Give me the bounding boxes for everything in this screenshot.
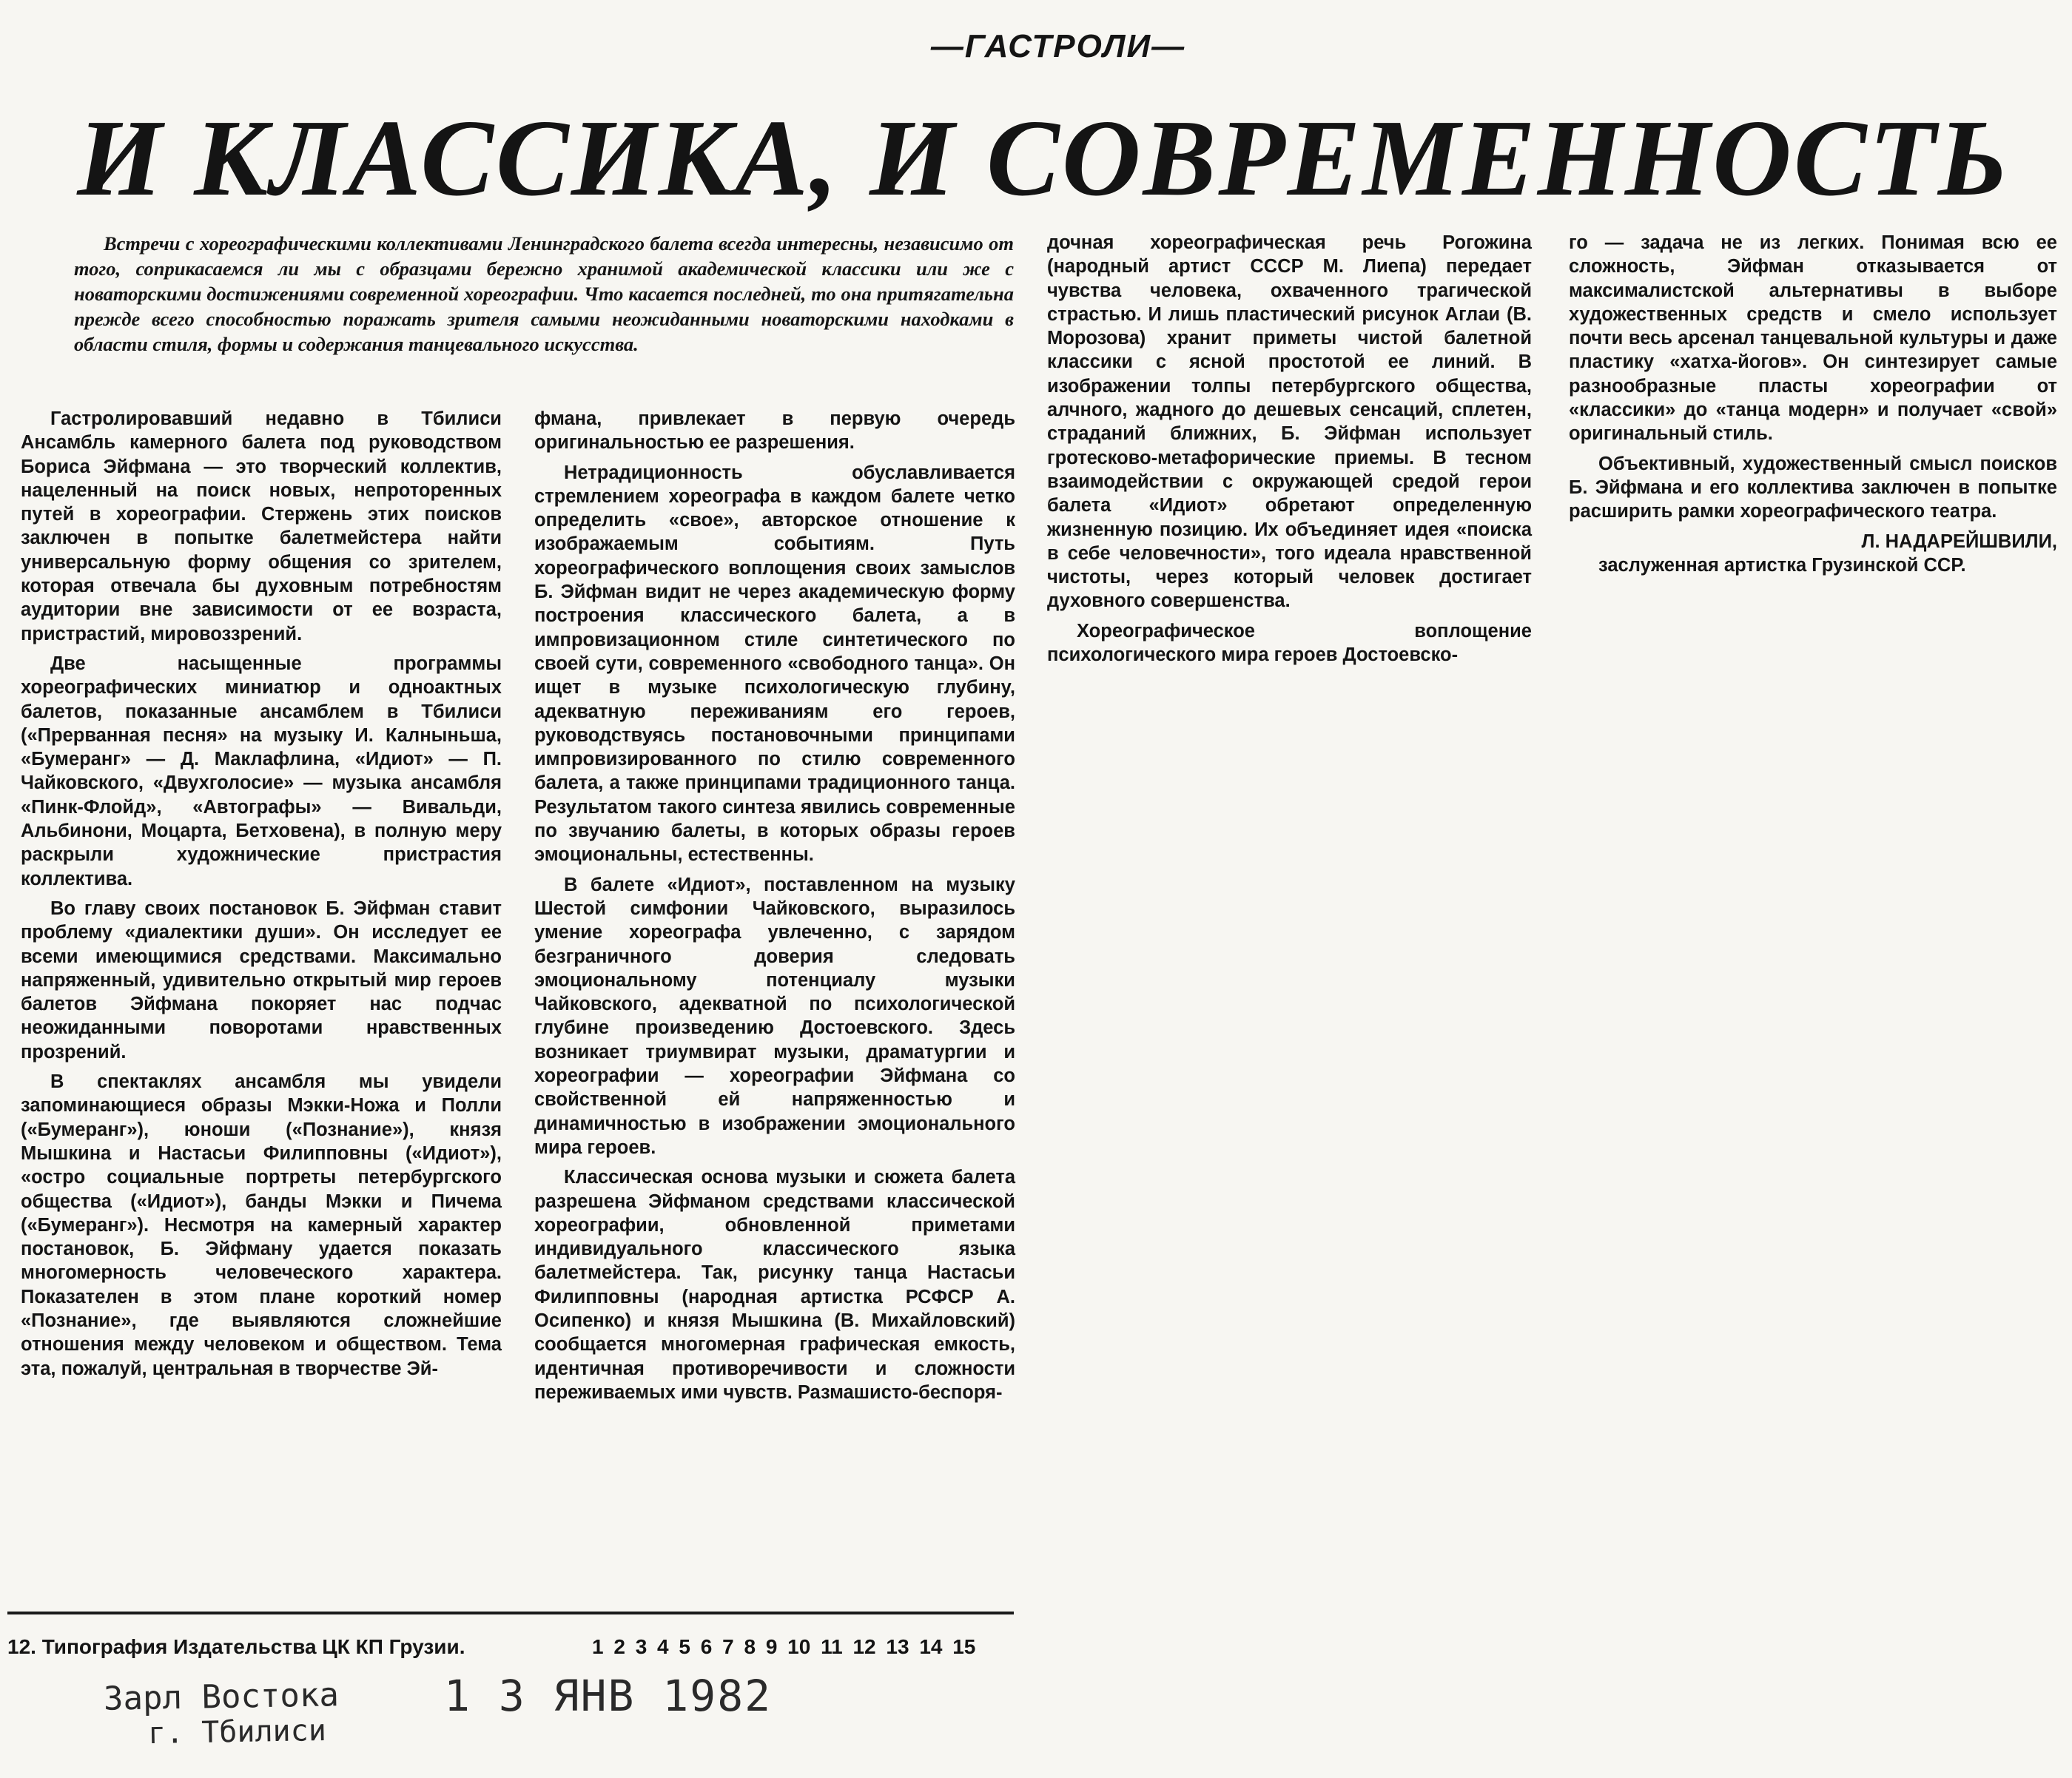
rubric-label: —ГАСТРОЛИ— bbox=[930, 28, 1186, 64]
paragraph: Две насыщенные программы хореографических миниатюр и одноактных балетов, показанные ансамблем в Тбилиси («Прерванная песня» на музыку И. Калныньша, «Бумеранг» — Д. Маклафлина, «Идиот» — П. Чайковского, «Двухголосие» — музыка ансамбля «Пинк-Флойд», «Автографы» — Вивальди, Альбинони, Моцарта, Бетховена), в полную меру раскрыли художнические пристрастия коллектива. bbox=[21, 653, 502, 889]
paragraph: Во главу своих постановок Б. Эйфман ставит проблему «диалектики души». Он исследует ее всеми имеющимися средствами. Максимально напряженный, удивительно открытый мир героев балетов Эйфмана покоряет нас подчас неожиданными поворотами нравственных прозрений. bbox=[21, 898, 502, 1063]
article-lead: Встречи с хореографическими коллективами Ленинградского балета всегда интересны, независимо от того, соприкасаемся ли мы с образцами бережно хранимой академической классики или же с новаторскими достижениями современной хореографии. Что касается последней, то она притягательна прежде всего способностью поражать зрителя самыми неожиданными новаторскими находками в области стиля, формы и содержания танцевального искусства. bbox=[74, 232, 1014, 355]
stamp-city: г. Тбилиси bbox=[147, 1713, 327, 1751]
author-title: заслуженная артистка Грузинской ССР. bbox=[1598, 554, 1966, 576]
paragraph: Гастролировавший недавно в Тбилиси Ансамбль камерного балета под руководством Бориса Эйфмана — это творческий коллектив, нацеленный на поиск новых, непроторенных путей в хореографии. Стержень этих поисков заключен в попытке балетмейстера найти универсальную форму общения со зрителем, которая отвечала бы духовным потребностям аудитории вне зависимости от ее возраста, пристрастий, мировоззрений. bbox=[21, 408, 502, 644]
paragraph: фмана, привлекает в первую очередь оригинальностью ее разрешения. bbox=[534, 408, 1015, 454]
paragraph: В балете «Идиот», поставленном на музыку Шестой симфонии Чайковского, выразилось умение хореографа увлеченно, с зарядом безграничного доверия следовать эмоциональному потенциалу музыки Чайковского, адекватной по психологической глубине произведению Достоевского. Здесь возникает триумвират музыки, драматургии и хореографии — хореографии Эйфмана со свойственной ей напряженностью и динамичностью в изображении эмоционального мира героев. bbox=[534, 874, 1015, 1158]
printer-imprint: 12. Типография Издательства ЦК КП Грузии. bbox=[7, 1635, 465, 1658]
paragraph: В спектаклях ансамбля мы увидели запоминающиеся образы Мэкки-Ножа и Полли («Бумеранг»), юноши («Познание»), князя Мышкина и Настасьи Филипповны («Идиот»), «остро социальные портреты петербургского общества («Идиот»), банды Мэкки и Пичема («Бумеранг»). Несмотря на камерный характер постановок, Б. Эйфману удается показать многомерность человеческого характера. Показателен в этом плане короткий номер «Познание», где выявляются сложнейшие отношения между человеком и обществом. Тема эта, пожалуй, центральная в творчестве Эй- bbox=[21, 1071, 502, 1379]
paragraph: дочная хореографическая речь Рогожина (народный артист СССР М. Лиепа) передает чувства человека, охваченного трагической страстью. И лишь пластический рисунок Аглаи (В. Морозова) хранит приметы чистой балетной классики с ясной простотой ее линий. В изображении толпы петербургского общества, алчного, жадного до дешевых сенсаций, сплетен, страданий ближних, Б. Эйфман использует гротесково-метафорические приемы. В тесном взаимодействии с окружающей средой герои балета «Идиот» обретают определенную жизненную позицию. Их объединяет идея «поиска в себе человечности», того идеала нравственной чистоты, через который человек достигает духовного совершенства. bbox=[1047, 232, 1532, 612]
column-3 bbox=[1047, 231, 1532, 673]
paragraph: Объективный, художественный смысл поисков Б. Эйфмана и его коллектива заключен в попытке расширить рамки хореографического театра. bbox=[1569, 453, 2057, 522]
stamp-date: 1 3 ЯНВ 1982 bbox=[444, 1671, 773, 1721]
page-number-strip: 1 2 3 4 5 6 7 8 9 10 11 12 13 14 15 bbox=[592, 1635, 976, 1658]
author-signature bbox=[1569, 530, 2057, 578]
column-4 bbox=[1569, 231, 2057, 577]
author-name: Л. НАДАРЕЙШВИЛИ, bbox=[1861, 531, 2057, 552]
paragraph: Классическая основа музыки и сюжета балета разрешена Эйфманом средствами классической хореографии, обновленной приметами индивидуального классического языка балетмейстера. Так, рисунку танца Настасьи Филипповны (народная артистка РСФСР А. Осипенко) и князя Мышкина (В. Михайловский) сообщается многомерная графическая емкость, идентичная противоречивости и сложности переживаемых ими чувств. Размашисто-беспоря- bbox=[534, 1167, 1015, 1403]
stamp-newspaper-name: Зарл Востока bbox=[103, 1676, 340, 1718]
column-2 bbox=[534, 407, 1015, 1410]
paragraph: Хореографическое воплощение психологического мира героев Достоевско- bbox=[1047, 620, 1532, 666]
paragraph: Нетрадиционность обуславливается стремлением хореографа в каждом балете четко определить «свое», авторское отношение к изображаемым событиям. Путь хореографического воплощения своих замыслов Б. Эйфман видит не через академическую форму построения классического балета, а в импровизационном стиле синтетического по своей сути, современного «свободного танца». Он ищет в музыке психологическую глубину, адекватную переживаниям его героев, руководствуясь постановочными принципами импровизированного по стилю современного балета, а также принципами традиционного танца. Результатом такого синтеза явились современные по звучанию балеты, в которых образы героев эмоциональны, естественны. bbox=[534, 462, 1015, 866]
paragraph: го — задача не из легких. Понимая всю ее сложность, Эйфман отказывается от максималистской альтернативы в выборе художественных средств и смело использует почти весь арсенал танцевальной культуры и даже пластику «хатха-йогов». Он синтезирует самые разнообразные пласты хореографии от «классики» до «танца модерн» и получает «свой» оригинальный стиль. bbox=[1569, 232, 2057, 445]
article-headline: И КЛАССИКА, И СОВРЕМЕННОСТЬ bbox=[77, 98, 2010, 219]
column-1 bbox=[21, 407, 502, 1387]
footer-divider bbox=[7, 1612, 1014, 1614]
